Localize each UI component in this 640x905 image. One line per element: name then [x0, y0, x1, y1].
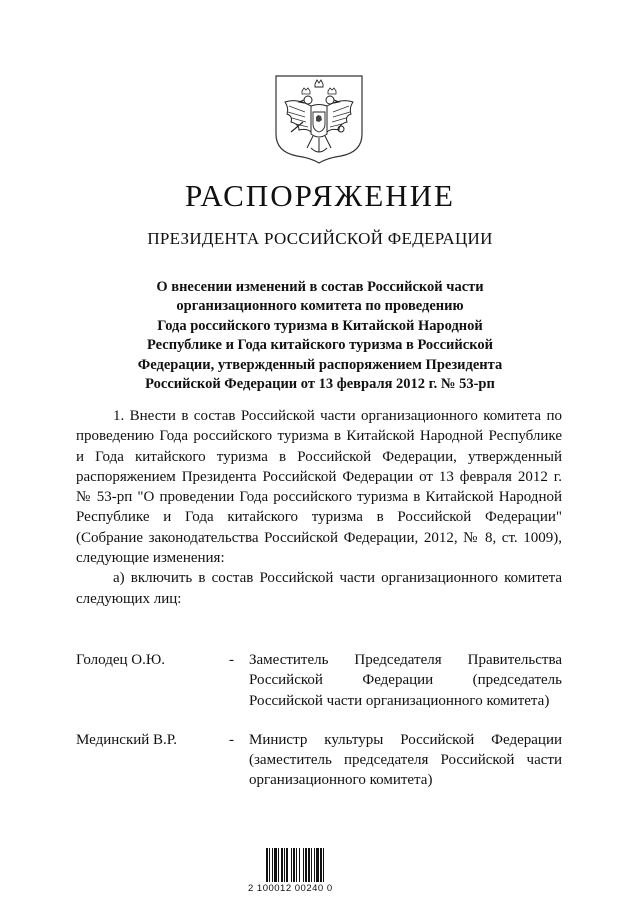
member-role: Министр культуры Российской Федерации (заместитель председателя Российской части организационного комитета) [249, 731, 562, 789]
member-name: Голодец О.Ю. [76, 652, 166, 668]
heading-line: Года российского туризма в Китайской Народной [157, 317, 483, 334]
heading-line: организационного комитета по проведению [176, 298, 464, 315]
barcode [266, 848, 348, 882]
member-entry [76, 730, 562, 791]
coat-of-arms-emblem [271, 72, 367, 164]
member-name: Мединский В.Р. [76, 731, 178, 748]
member-dash: - [229, 731, 234, 748]
heading-line: Республике и Года китайского туризма в Российской [147, 337, 493, 354]
member-role: Заместитель Председателя Правительства Российской Федерации (председатель Российской части организационного комитета) [249, 652, 562, 709]
document-heading [110, 278, 530, 394]
members-list [76, 650, 562, 810]
document-title: РАСПОРЯЖЕНИЕ [185, 178, 455, 213]
paragraph-a: а) включить в состав Российской части организационного комитета следующих лиц: [76, 570, 562, 607]
heading-line: Федерации, утвержденный распоряжением Президента [137, 356, 503, 373]
double-headed-eagle-icon [271, 72, 367, 164]
document-subtitle: ПРЕЗИДЕНТА РОССИЙСКОЙ ФЕДЕРАЦИИ [147, 229, 493, 248]
barcode-number: 2 100012 00240 0 [248, 883, 333, 894]
member-dash: - [229, 652, 234, 668]
paragraph-1: 1. Внести в состав Российской части организационного комитета по проведению Года российского туризма в Китайской Народной Республике и Года китайского туризма в Российской Федерации, утвержденный распоряжением Президента Российской Федерации от 13 февраля 2012 г. № 53-рп "О проведении Года российского туризма в Китайской Народной Республике и Года китайского туризма в Российской Федерации" (Собрание законодательства Российской Федерации, 2012, № 8, ст. 1009), следующие изменения: [76, 408, 562, 567]
document-body [76, 406, 562, 609]
heading-line: О внесении изменений в состав Российской части [156, 279, 484, 295]
heading-line: Российской Федерации от 13 февраля 2012 г. № 53-рп [145, 376, 495, 393]
member-entry [76, 650, 562, 711]
